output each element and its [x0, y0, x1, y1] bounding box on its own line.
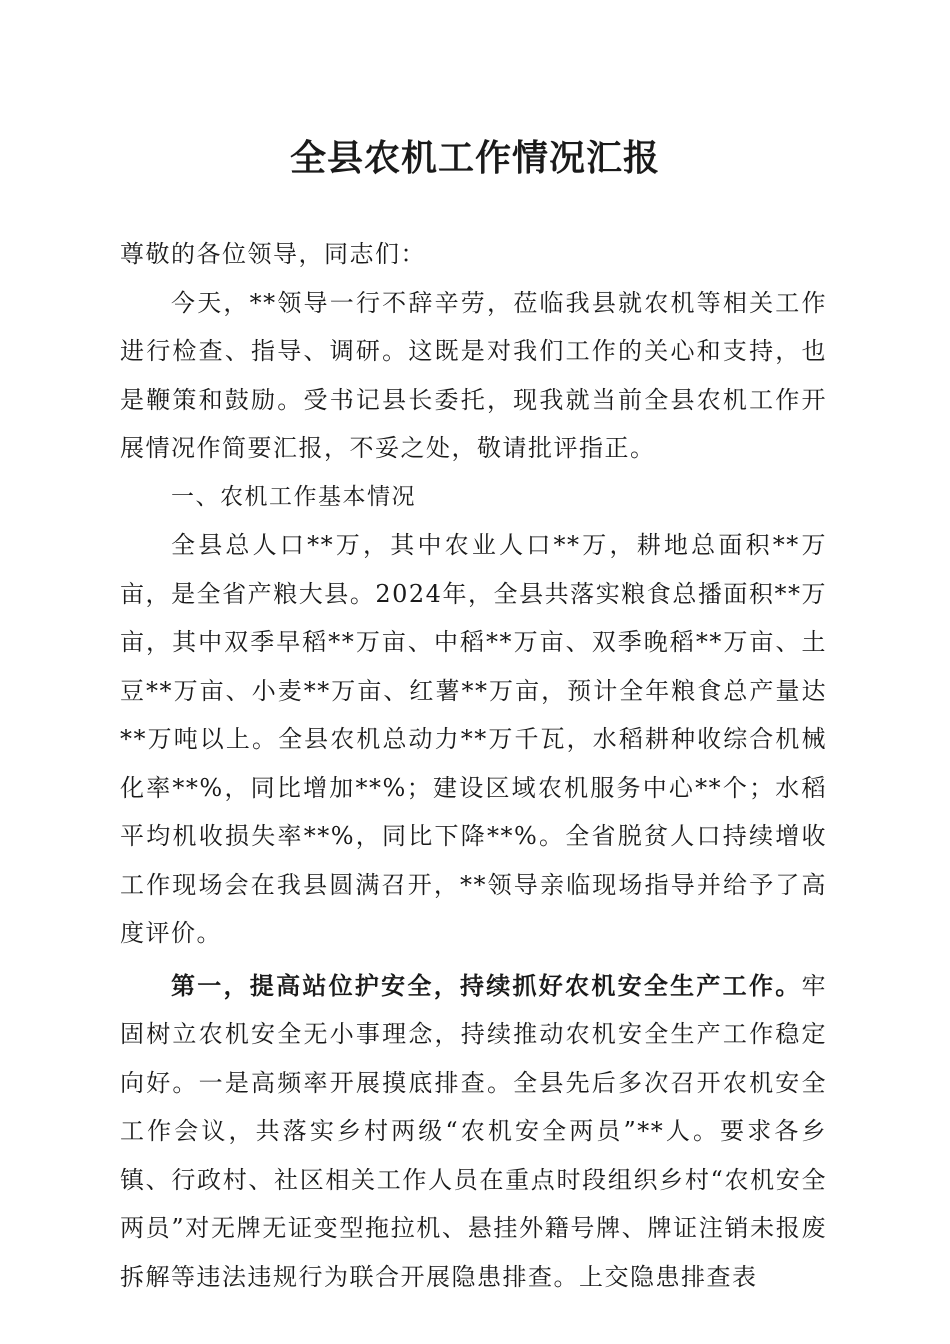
salutation: 尊敬的各位领导，同志们：: [120, 240, 426, 268]
intro-paragraph: 今天，**领导一行不辞辛劳，莅临我县就农机等相关工作进行检查、指导、调研。这既是对我们工作的关心和支持，也是鞭策和鼓励。受书记县长委托，现我就当前全县农机工作开展情况作简要汇报，不妥之处，敬请批评指正。: [120, 288, 827, 462]
point-one-text: 牢固树立农机安全无小事理念，持续推动农机安全生产工作稳定向好。一是高频率开展摸底排查。全县先后多次召开农机安全工作会议，共落实乡村两级“农机安全两员”**人。要求各乡镇、行政村、社区相关工作人员在重点时段组织乡村“农机安全两员”对无牌无证变型拖拉机、悬挂外籍号牌、牌证注销未报废拆解等违法违规行为联合开展隐患排查。上交隐患排查表: [120, 971, 827, 1291]
basic-situation-paragraph: 全县总人口**万，其中农业人口**万，耕地总面积**万亩，是全省产粮大县。2024年，全县共落实粮食总播面积**万亩，其中双季早稻**万亩、中稻**万亩、双季晚稻**万亩、土豆**万亩、小麦**万亩、红薯**万亩，预计全年粮食总产量达**万吨以上。全县农机总动力**万千瓦，水稻耕种收综合机械化率**%，同比增加**%；建设区域农机服务中心**个；水稻平均机收损失率**%，同比下降**%。全省脱贫人口持续增收工作现场会在我县圆满召开，**领导亲临现场指导并给予了高度评价。: [120, 531, 827, 947]
section-heading: 一、农机工作基本情况: [171, 483, 416, 510]
point-one-lead: 第一，提高站位护安全，持续抓好农机安全生产工作。: [171, 970, 802, 1000]
point-one-paragraph: [120, 962, 827, 1302]
document-title: 全县农机工作情况汇报: [289, 137, 660, 179]
document-body: [120, 230, 827, 1301]
